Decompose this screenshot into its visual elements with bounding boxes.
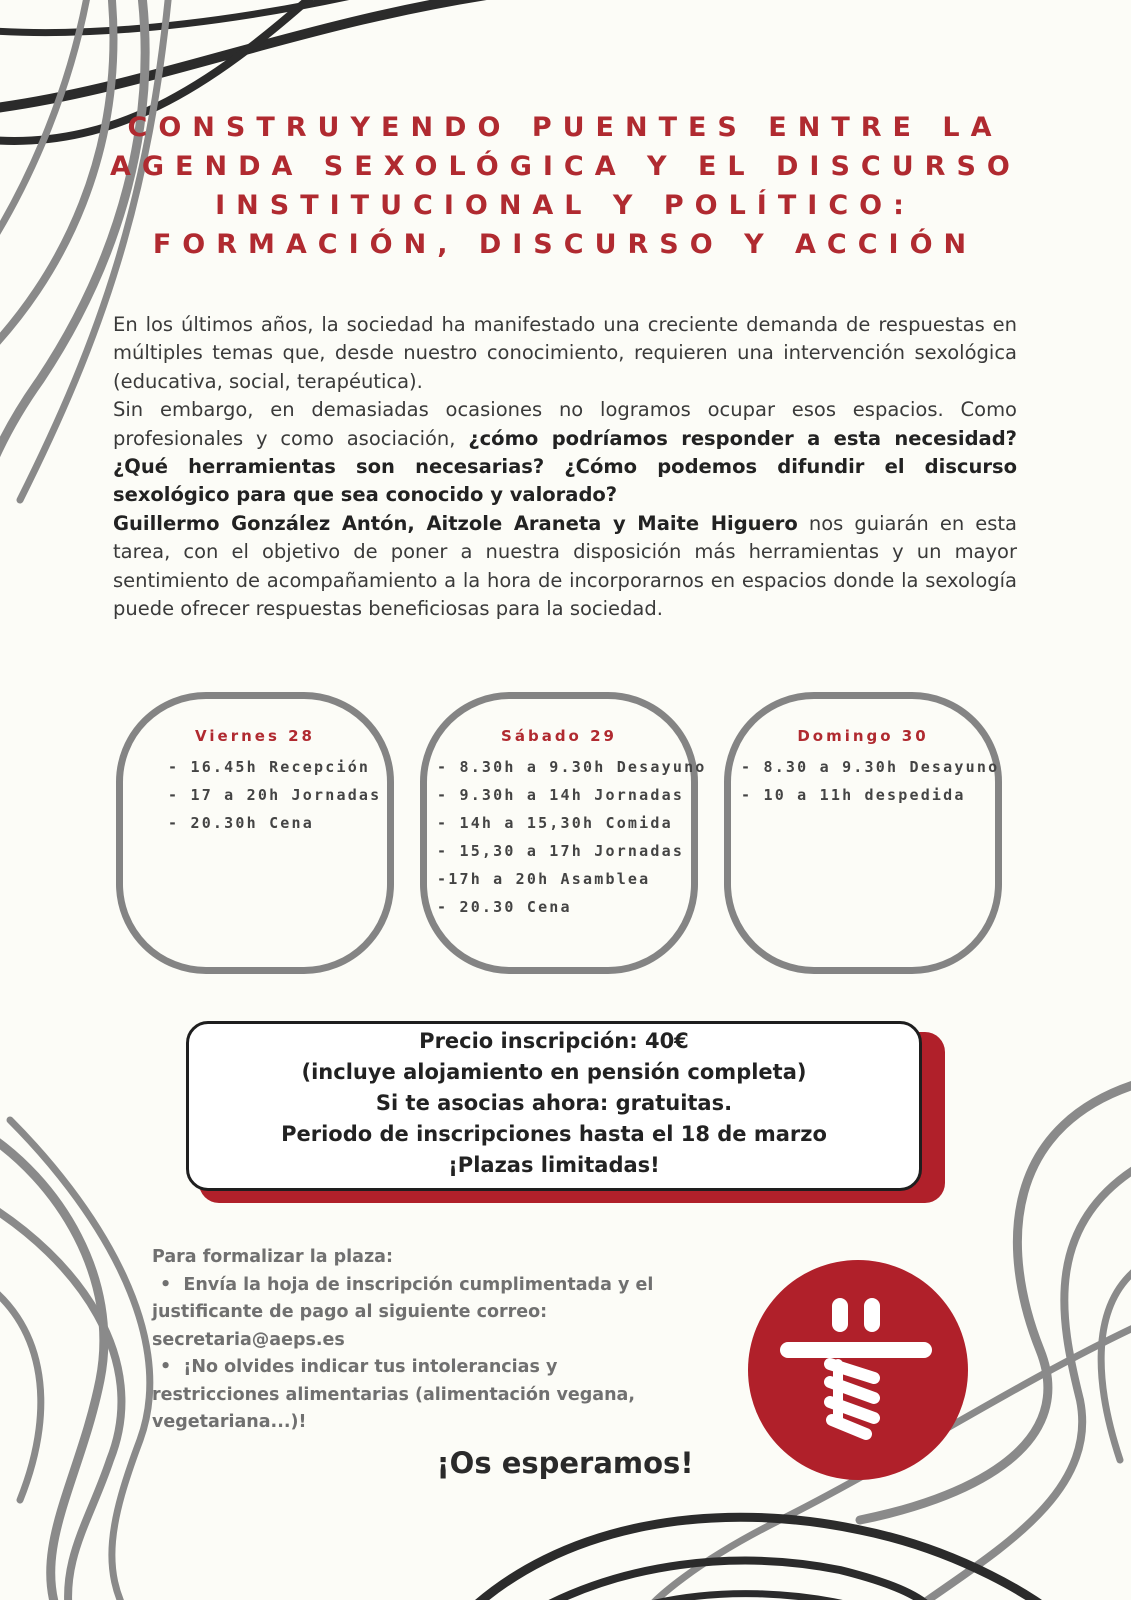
schedule-item: - 8.30h a 9.30h Desayuno [437,758,707,776]
schedule-item: - 14h a 15,30h Comida [437,814,673,832]
instruction-text: restricciones alimentarias (alimentación vegana, [152,1384,636,1405]
title-line: FORMACIÓN, DISCURSO Y ACCIÓN [152,229,978,260]
instruction-text: vegetariana...)! [152,1412,307,1432]
day-name: Sábado 29 [501,727,617,745]
instructions-heading: Para formalizar la plaza: [152,1247,393,1267]
bullet-icon: • [160,1274,172,1295]
closing-message: ¡Os esperamos! [436,1446,694,1480]
instruction-bullet-2 [152,1354,672,1382]
schedule-item: - 17 a 20h Jornadas [168,786,382,804]
instruction-text: ¡No olvides indicar tus intolerancias y [183,1357,558,1377]
price-line: (incluye alojamiento en pensión completa) [301,1060,807,1084]
schedule-item: - 20.30 Cena [437,898,572,916]
price-line: ¡Plazas limitadas! [448,1153,660,1177]
intro-text [113,311,1017,623]
title-line: INSTITUCIONAL Y POLÍTICO: [215,190,915,221]
schedule-item: - 16.45h Recepción [168,758,371,776]
speakers-names: Guillermo González Antón, Aitzole Araneta y Maite Higuero [113,511,798,535]
registration-instructions [152,1244,672,1437]
schedule-item: -17h a 20h Asamblea [437,870,651,888]
aeps-logo-icon [746,1258,970,1482]
price-line: Periodo de inscripciones hasta el 18 de marzo [281,1122,827,1146]
day-name: Domingo 30 [797,727,929,745]
schedule-item: - 9.30h a 14h Jornadas [437,786,685,804]
schedule-item: - 15,30 a 17h Jornadas [437,842,685,860]
instruction-bullet-1 [152,1272,672,1300]
schedule-list [427,753,707,921]
intro-p2-text: Sin embargo, en demasiadas ocasiones no logramos ocupar esos espacios. Como profesionales y como asociación, [113,398,1017,450]
bullet-icon: • [160,1357,172,1377]
schedule-card-saturday [420,692,707,974]
intro-paragraph-3 [113,510,1017,624]
intro-p3-text: nos guiarán en esta tarea, con el objetivo de poner a nuestra disposición más herramientas y un mayor sentimiento de acompañamiento a la hora de incorporarnos en espacios donde la sexología puede ofrecer respuestas beneficiosas para la sociedad. [113,511,1017,621]
intro-paragraph-2 [113,396,1017,510]
schedule-card-friday [116,692,394,974]
email-link[interactable]: secretaria@aeps.es [152,1329,345,1350]
intro-paragraph-1: En los últimos años, la sociedad ha manifestado una creciente demanda de respuestas en múltiples temas que, desde nuestro conocimiento, requieren una intervención sexológica (educativa, social, terapéutica). [113,313,1017,393]
schedule-item: - 8.30 a 9.30h Desayuno [741,758,1000,776]
day-name: Viernes 28 [195,727,315,745]
schedule-list [123,753,387,837]
event-title [110,108,1020,264]
instruction-text: Envía la hoja de inscripción cumplimentada y el [183,1274,654,1295]
price-line: Precio inscripción: 40€ [419,1029,689,1053]
intro-questions: ¿cómo podríamos responder a esta necesidad? ¿Qué herramientas son necesarias? ¿Cómo podemos difundir el discurso sexológico para que sea conocido y valorado? [113,426,1017,507]
schedule-card-sunday [724,692,1002,974]
price-box [186,1021,922,1191]
title-line: CONSTRUYENDO PUENTES ENTRE LA [127,112,1003,143]
instruction-text: justificante de pago al siguiente correo: [152,1302,548,1322]
price-line: Si te asocias ahora: gratuitas. [375,1091,733,1115]
title-line: AGENDA SEXOLÓGICA Y EL DISCURSO [110,151,1021,182]
schedule-item: - 10 a 11h despedida [741,786,966,804]
schedule-item: - 20.30h Cena [168,814,314,832]
schedule-list [731,753,1000,809]
